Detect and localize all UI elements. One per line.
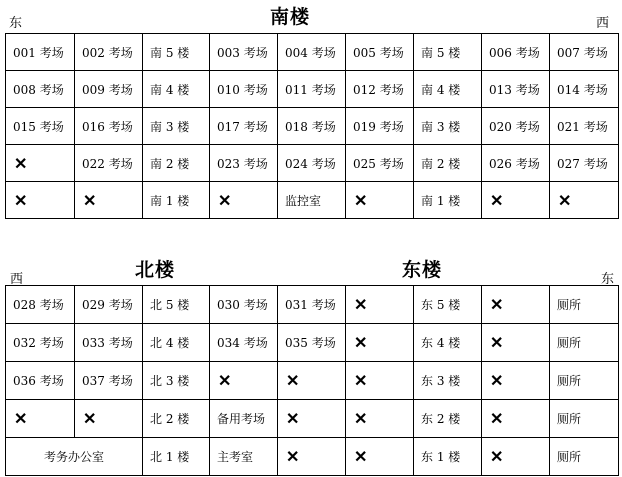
unavailable-cross-icon: ✕ (482, 438, 550, 476)
room-cell: 005 考场 (346, 34, 414, 71)
table-row (6, 108, 619, 145)
room-cell: 厕所 (550, 324, 619, 362)
room-cell: 002 考场 (75, 34, 143, 71)
room-cell: 南 4 楼 (414, 71, 482, 108)
room-cell: 019 考场 (346, 108, 414, 145)
east-direction-label-bottom: 东 (601, 272, 615, 287)
unavailable-cross-icon: ✕ (278, 362, 346, 400)
unavailable-cross-icon: ✕ (482, 400, 550, 438)
room-cell: 028 考场 (6, 286, 75, 324)
room-cell: 南 2 楼 (143, 145, 210, 182)
room-cell: 031 考场 (278, 286, 346, 324)
table-row (6, 286, 619, 324)
room-cell: 北 4 楼 (143, 324, 210, 362)
room-cell: 021 考场 (550, 108, 619, 145)
west-direction-label: 西 (596, 16, 610, 31)
room-cell: 017 考场 (210, 108, 278, 145)
north-east-building-room-table (5, 285, 619, 476)
room-cell: 南 5 楼 (143, 34, 210, 71)
room-cell: 厕所 (550, 400, 619, 438)
unavailable-cross-icon: ✕ (346, 362, 414, 400)
unavailable-cross-icon: ✕ (346, 286, 414, 324)
room-cell: 011 考场 (278, 71, 346, 108)
room-cell: 010 考场 (210, 71, 278, 108)
room-cell: 012 考场 (346, 71, 414, 108)
unavailable-cross-icon: ✕ (210, 182, 278, 219)
room-cell: 029 考场 (75, 286, 143, 324)
room-cell: 007 考场 (550, 34, 619, 71)
room-cell: 023 考场 (210, 145, 278, 182)
south-building-room-table (5, 33, 619, 219)
unavailable-cross-icon: ✕ (346, 324, 414, 362)
room-cell: 南 4 楼 (143, 71, 210, 108)
room-cell: 013 考场 (482, 71, 550, 108)
unavailable-cross-icon: ✕ (75, 400, 143, 438)
room-cell: 018 考场 (278, 108, 346, 145)
room-cell: 南 2 楼 (414, 145, 482, 182)
room-cell: 033 考场 (75, 324, 143, 362)
room-cell: 030 考场 (210, 286, 278, 324)
table-row (6, 400, 619, 438)
unavailable-cross-icon: ✕ (346, 400, 414, 438)
table-row (6, 438, 619, 476)
room-cell: 东 4 楼 (414, 324, 482, 362)
room-cell: 024 考场 (278, 145, 346, 182)
room-cell: 020 考场 (482, 108, 550, 145)
room-cell: 南 3 楼 (143, 108, 210, 145)
room-cell: 036 考场 (6, 362, 75, 400)
room-cell: 备用考场 (210, 400, 278, 438)
east-direction-label: 东 (9, 16, 23, 31)
unavailable-cross-icon: ✕ (6, 145, 75, 182)
unavailable-cross-icon: ✕ (75, 182, 143, 219)
table-row (6, 182, 619, 219)
room-cell: 035 考场 (278, 324, 346, 362)
east-building-title: 东楼 (402, 259, 443, 281)
table-row (6, 71, 619, 108)
table-row (6, 324, 619, 362)
unavailable-cross-icon: ✕ (482, 324, 550, 362)
room-cell: 东 3 楼 (414, 362, 482, 400)
room-cell: 001 考场 (6, 34, 75, 71)
room-cell: 监控室 (278, 182, 346, 219)
room-cell: 026 考场 (482, 145, 550, 182)
room-cell: 022 考场 (75, 145, 143, 182)
room-cell: 北 2 楼 (143, 400, 210, 438)
room-cell: 主考室 (210, 438, 278, 476)
room-cell: 东 5 楼 (414, 286, 482, 324)
room-cell: 东 2 楼 (414, 400, 482, 438)
table-row (6, 145, 619, 182)
unavailable-cross-icon: ✕ (346, 438, 414, 476)
room-cell: 考务办公室 (6, 438, 143, 476)
unavailable-cross-icon: ✕ (278, 438, 346, 476)
room-cell: 016 考场 (75, 108, 143, 145)
room-cell: 厕所 (550, 438, 619, 476)
room-cell: 南 1 楼 (414, 182, 482, 219)
room-cell: 032 考场 (6, 324, 75, 362)
unavailable-cross-icon: ✕ (6, 400, 75, 438)
room-cell: 南 1 楼 (143, 182, 210, 219)
room-cell: 北 1 楼 (143, 438, 210, 476)
unavailable-cross-icon: ✕ (482, 286, 550, 324)
room-cell: 037 考场 (75, 362, 143, 400)
unavailable-cross-icon: ✕ (482, 362, 550, 400)
west-direction-label-bottom: 西 (10, 272, 24, 287)
room-cell: 厕所 (550, 286, 619, 324)
room-cell: 006 考场 (482, 34, 550, 71)
room-cell: 014 考场 (550, 71, 619, 108)
room-cell: 厕所 (550, 362, 619, 400)
room-cell: 034 考场 (210, 324, 278, 362)
room-cell: 015 考场 (6, 108, 75, 145)
room-cell: 南 3 楼 (414, 108, 482, 145)
unavailable-cross-icon: ✕ (210, 362, 278, 400)
unavailable-cross-icon: ✕ (346, 182, 414, 219)
room-cell: 004 考场 (278, 34, 346, 71)
room-cell: 南 5 楼 (414, 34, 482, 71)
room-cell: 008 考场 (6, 71, 75, 108)
unavailable-cross-icon: ✕ (550, 182, 619, 219)
room-cell: 003 考场 (210, 34, 278, 71)
unavailable-cross-icon: ✕ (482, 182, 550, 219)
north-building-title: 北楼 (135, 259, 176, 281)
table-row (6, 34, 619, 71)
unavailable-cross-icon: ✕ (278, 400, 346, 438)
south-building-title: 南楼 (270, 6, 311, 28)
room-cell: 北 3 楼 (143, 362, 210, 400)
room-cell: 东 1 楼 (414, 438, 482, 476)
room-cell: 北 5 楼 (143, 286, 210, 324)
room-cell: 025 考场 (346, 145, 414, 182)
table-row (6, 362, 619, 400)
room-cell: 009 考场 (75, 71, 143, 108)
room-cell: 027 考场 (550, 145, 619, 182)
unavailable-cross-icon: ✕ (6, 182, 75, 219)
